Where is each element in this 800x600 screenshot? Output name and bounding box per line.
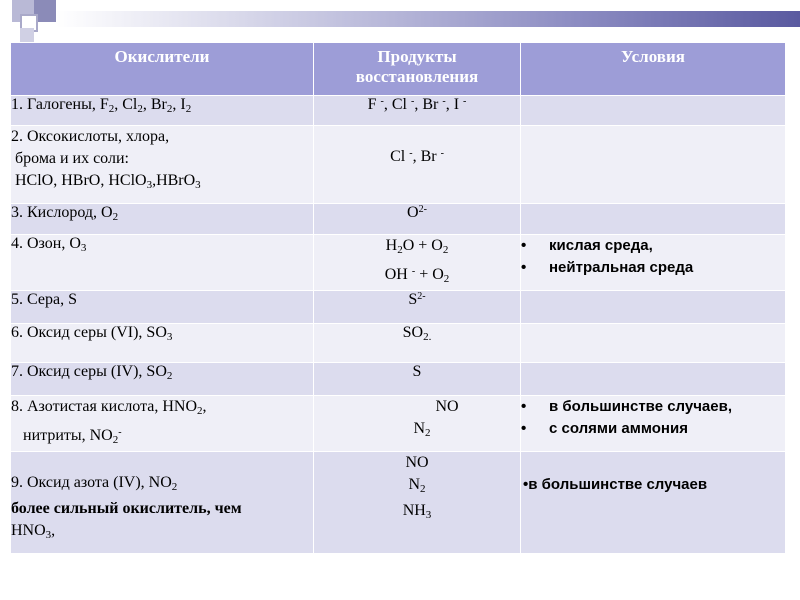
condition-cell <box>521 396 786 452</box>
table-row <box>11 96 786 126</box>
bullet-icon: • <box>521 237 527 254</box>
product-cell: NO $N_2$ $NH_3$ <box>314 452 521 554</box>
table-row <box>11 291 786 324</box>
product-cell: $S^{2-}$ <box>314 291 521 324</box>
title-gradient-bar <box>56 11 800 27</box>
table-header-row <box>11 43 786 96</box>
header-oxidizers: Окислители <box>11 43 314 96</box>
table-row <box>11 204 786 235</box>
condition-cell <box>521 363 786 396</box>
condition-cell <box>521 291 786 324</box>
condition-item: • нейтральная среда <box>521 257 785 279</box>
table-row <box>11 363 786 396</box>
condition-item: • кислая среда, <box>521 235 785 257</box>
product-cell: F -, Cl -, Br -, I - <box>314 96 521 126</box>
product-cell: $O^{2-}$ <box>314 204 521 235</box>
oxidizer-cell: 1. Галогены, $F_2$, $Cl_2$, $Br_2$, $I_2$ <box>11 96 314 126</box>
deco-square <box>20 28 34 42</box>
product-cell: $SO_{2.}$ <box>314 324 521 363</box>
condition-cell <box>521 126 786 204</box>
bullet-icon: • <box>521 420 527 437</box>
header-products: Продукты восстановления <box>314 43 521 96</box>
product-cell: S <box>314 363 521 396</box>
oxidizer-cell: 6. Оксид серы (VI), $SO_3$ <box>11 324 314 363</box>
condition-cell <box>521 96 786 126</box>
condition-cell <box>521 235 786 291</box>
oxidizer-cell: 2. Оксокислоты, хлора, брома и их соли: HClO, HBrO, HClO$_3$,HBrO$_3$ <box>11 126 314 204</box>
bullet-icon: • <box>521 398 527 415</box>
table-row <box>11 396 786 452</box>
oxidizer-cell: 5. Сера, S <box>11 291 314 324</box>
oxidizer-cell: 9. Оксид азота (IV), $NO_2$ более сильный окислитель, чем $HNO_3$, <box>11 452 314 554</box>
product-cell: NO $N_2$ <box>314 396 521 452</box>
condition-item: • в большинстве случаев, <box>521 396 785 418</box>
condition-item: • с солями аммония <box>521 418 785 440</box>
condition-item: •в большинстве случаев <box>523 476 708 493</box>
oxidizer-cell: 7. Оксид серы (IV), $SO_2$ <box>11 363 314 396</box>
table-row <box>11 126 786 204</box>
bullet-icon: • <box>521 259 527 276</box>
header-conditions: Условия <box>521 43 786 96</box>
product-cell: $H_2O + O_2$ OH $^- + O_2$ <box>314 235 521 291</box>
table-row <box>11 324 786 363</box>
table-row <box>11 235 786 291</box>
condition-cell <box>521 452 786 554</box>
condition-cell <box>521 204 786 235</box>
table-row <box>11 452 786 554</box>
oxidizer-cell: 8. Азотистая кислота, $HNO_2$, нитриты, $NO_2^-$ <box>11 396 314 452</box>
condition-cell <box>521 324 786 363</box>
oxidizers-table <box>10 42 786 554</box>
product-cell: Cl -, Br - <box>314 126 521 204</box>
oxidizer-cell: 4. Озон, $O_3$ <box>11 235 314 291</box>
oxidizer-cell: 3. Кислород, $O_2$ <box>11 204 314 235</box>
